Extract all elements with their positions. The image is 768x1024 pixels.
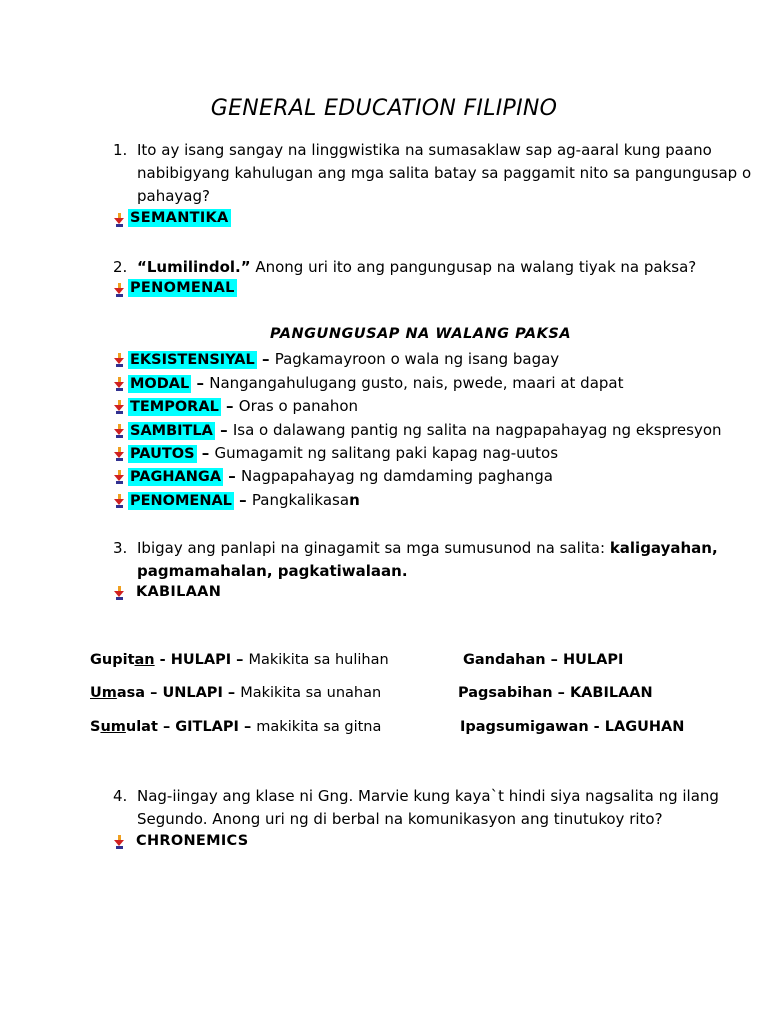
affix-type: – UNLAPI – [145, 685, 241, 701]
type-term: MODAL [130, 376, 190, 392]
type-separator: – [256, 350, 275, 368]
q3-line2: pagmamahalan, pagkatiwalaan. [137, 562, 408, 580]
type-item [128, 374, 623, 392]
arrow-down-bullet-icon [114, 377, 124, 391]
q3-number: 3. [113, 539, 128, 557]
arrow-down-bullet-icon [114, 470, 124, 484]
affix-example-left [90, 685, 381, 701]
q4-line1: Nag-iingay ang klase ni Gng. Marvie kung kaya`t hindi siya nagsalita ng ilang [137, 787, 719, 805]
type-term: PAUTOS [130, 446, 195, 462]
type-description: Isa o dalawang pantig ng salita na nagpapahayag ng ekspresyon [232, 421, 722, 439]
arrow-down-bullet-icon [114, 586, 124, 600]
type-description: Pagkamayroon o wala ng isang bagay [274, 350, 560, 368]
q4-line2: Segundo. Anong uri ng di berbal na komunikasyon ang tinutukoy rito? [137, 810, 663, 828]
affix-word-underlined: um [100, 719, 126, 735]
arrow-down-bullet-icon [114, 447, 124, 461]
affix-example-left [90, 652, 389, 668]
type-item [128, 350, 559, 368]
type-item [128, 397, 358, 415]
affix-word-underlined: an [134, 652, 155, 668]
type-description: Nagpapahayag ng damdaming paghanga [241, 467, 553, 485]
affix-type: - HULAPI – [154, 652, 249, 668]
arrow-down-bullet-icon [114, 213, 124, 227]
arrow-down-bullet-icon [114, 353, 124, 367]
q2-answer: PENOMENAL [130, 280, 235, 296]
section-subheading: PANGUNGUSAP NA WALANG PAKSA [270, 326, 572, 342]
affix-word-start: S [90, 719, 101, 735]
type-separator: – [214, 421, 233, 439]
q1-line3: pahayag? [137, 187, 210, 205]
type-item [128, 444, 558, 462]
type-term: EKSISTENSIYAL [130, 352, 255, 368]
affix-description: Makikita sa unahan [240, 685, 382, 701]
type-term: TEMPORAL [130, 399, 219, 415]
q3-answer: KABILAAN [136, 584, 222, 600]
q4-answer: CHRONEMICS [136, 833, 249, 849]
q1-line1: Ito ay isang sangay na linggwistika na sumasaklaw sap ag-aaral kung paano [137, 141, 712, 159]
arrow-down-bullet-icon [114, 494, 124, 508]
type-item [128, 467, 553, 485]
affix-type: – GITLAPI – [157, 719, 257, 735]
type-description: Oras o panahon [238, 397, 359, 415]
type-term: PENOMENAL [130, 493, 232, 509]
arrow-down-bullet-icon [114, 835, 124, 849]
q3-line1: Ibigay ang panlapi na ginagamit sa mga sumusunod na salita: kaligayahan, [137, 539, 718, 557]
type-item [128, 421, 722, 439]
q1-number: 1. [113, 141, 128, 159]
affix-example-left [90, 719, 381, 735]
type-description: Pangkalikasa [251, 491, 350, 509]
affix-example-right-1: Gandahan – HULAPI [463, 652, 624, 668]
affix-description: Makikita sa hulihan [248, 652, 389, 668]
affix-word-end: ulat [125, 719, 158, 735]
arrow-down-bullet-icon [114, 424, 124, 438]
q1-answer: SEMANTIKA [130, 210, 229, 226]
type-term: PAGHANGA [130, 469, 222, 485]
q2-number: 2. [113, 258, 128, 276]
affix-example-right-3: Ipagsumigawan - LAGUHAN [460, 719, 685, 735]
type-separator: – [223, 467, 241, 485]
type-separator: – [233, 491, 252, 509]
type-separator: – [191, 374, 210, 392]
type-description: Gumagamit ng salitang paki kapag nag-uutos [214, 444, 559, 462]
arrow-down-bullet-icon [114, 400, 124, 414]
type-separator: – [220, 397, 239, 415]
type-term: SAMBITLA [130, 423, 213, 439]
page-title: GENERAL EDUCATION FILIPINO [210, 96, 558, 121]
q4-number: 4. [113, 787, 128, 805]
affix-example-right-2: Pagsabihan – KABILAAN [458, 685, 653, 701]
type-separator: – [196, 444, 215, 462]
q2-text: “Lumilindol.” Anong uri ito ang pangungusap na walang tiyak na paksa? [137, 258, 697, 276]
q1-line2: nabibigyang kahulugan ang mga salita batay sa paggamit nito sa pangungusap o [137, 164, 752, 182]
type-description-tail: n [349, 491, 360, 509]
type-item [128, 491, 360, 509]
arrow-down-bullet-icon [114, 283, 124, 297]
affix-description: makikita sa gitna [256, 719, 382, 735]
type-description: Nangangahulugang gusto, nais, pwede, maari at dapat [209, 374, 624, 392]
affix-word-underlined: Um [90, 685, 117, 701]
affix-word-end: asa [116, 685, 146, 701]
affix-word-start: Gupit [90, 652, 135, 668]
